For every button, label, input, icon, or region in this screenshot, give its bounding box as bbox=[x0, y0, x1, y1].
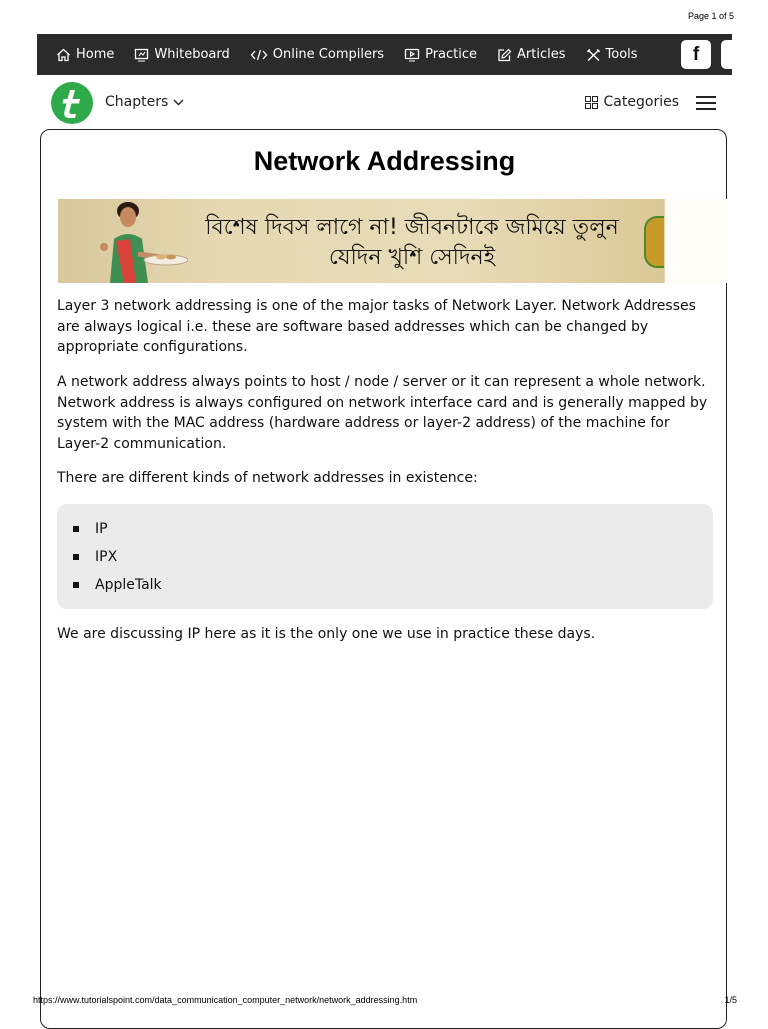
page-title: Network Addressing bbox=[253, 146, 516, 176]
ad-side-panel bbox=[664, 199, 728, 283]
nav-tools[interactable] bbox=[586, 47, 638, 62]
address-types-list bbox=[57, 504, 713, 609]
logo-icon bbox=[51, 82, 93, 124]
nav-home-label: Home bbox=[76, 47, 115, 62]
ad-text-line-1: বিশেষ দিবস লাগে না! জীবনটাকে জমিয়ে তুলুন bbox=[205, 215, 619, 240]
list-item-label: AppleTalk bbox=[95, 577, 162, 593]
list-item bbox=[73, 521, 108, 537]
tools-icon bbox=[586, 48, 601, 62]
chapters-dropdown[interactable] bbox=[105, 94, 184, 110]
list-item bbox=[73, 549, 117, 565]
nav-articles[interactable] bbox=[497, 47, 565, 62]
footer-page-number: 1/5 bbox=[724, 995, 737, 1005]
facebook-button[interactable] bbox=[681, 40, 711, 69]
bullet-icon bbox=[73, 582, 79, 588]
list-item-label: IP bbox=[95, 521, 108, 537]
whiteboard-icon bbox=[134, 48, 149, 62]
nav-tools-label: Tools bbox=[605, 47, 638, 62]
facebook-icon: f bbox=[692, 43, 700, 65]
nav-articles-label: Articles bbox=[517, 47, 566, 62]
categories-label: Categories bbox=[603, 94, 679, 110]
ad-text bbox=[182, 213, 642, 273]
social-button[interactable] bbox=[721, 40, 732, 69]
ad-banner[interactable] bbox=[58, 199, 728, 283]
categories-button[interactable] bbox=[585, 94, 679, 110]
nav-whiteboard-label: Whiteboard bbox=[154, 47, 230, 62]
site-subheader bbox=[50, 82, 720, 124]
nav-practice[interactable] bbox=[404, 47, 477, 62]
menu-icon[interactable] bbox=[696, 96, 716, 110]
bullet-icon bbox=[73, 554, 79, 560]
chevron-down-icon bbox=[173, 99, 184, 106]
edit-icon bbox=[497, 48, 512, 62]
chapters-label: Chapters bbox=[105, 94, 169, 110]
nav-online-compilers-label: Online Compilers bbox=[272, 47, 385, 62]
nav-online-compilers[interactable] bbox=[250, 47, 384, 62]
home-icon bbox=[56, 48, 71, 62]
nav-home[interactable] bbox=[56, 47, 114, 62]
top-navigation bbox=[37, 34, 732, 75]
bullet-icon bbox=[73, 526, 79, 532]
nav-whiteboard[interactable] bbox=[134, 47, 229, 62]
paragraph-4: We are discussing IP here as it is the only one we use in practice these days. bbox=[57, 626, 596, 642]
ad-text-line-2: যেদিন খুশি সেদিনই bbox=[328, 245, 496, 270]
ad-person-image bbox=[58, 199, 188, 283]
list-item-label: IPX bbox=[95, 549, 118, 565]
paragraph-3: There are different kinds of network addresses in existence: bbox=[57, 470, 478, 486]
footer-url: https://www.tutorialspoint.com/data_communication_computer_network/network_addressing.htm bbox=[33, 995, 418, 1005]
paragraph-2: A network address always points to host / node / server or it can represent a whole network. Network address is always configured on network interface card and is generally mapped by system with the MAC address (hardware address or layer-2 address) of the machine for Layer-2 communication. bbox=[57, 374, 708, 452]
code-icon bbox=[250, 48, 268, 62]
nav-practice-label: Practice bbox=[425, 47, 478, 62]
page-count: Page 1 of 5 bbox=[687, 11, 734, 21]
practice-icon bbox=[404, 48, 420, 62]
site-logo[interactable] bbox=[51, 82, 93, 124]
grid-icon bbox=[585, 96, 598, 109]
paragraph-1: Layer 3 network addressing is one of the major tasks of Network Layer. Network Addresses are always logical i.e. these are software based addresses which can be changed by appropriate configurations. bbox=[57, 298, 696, 355]
list-item bbox=[73, 577, 162, 593]
